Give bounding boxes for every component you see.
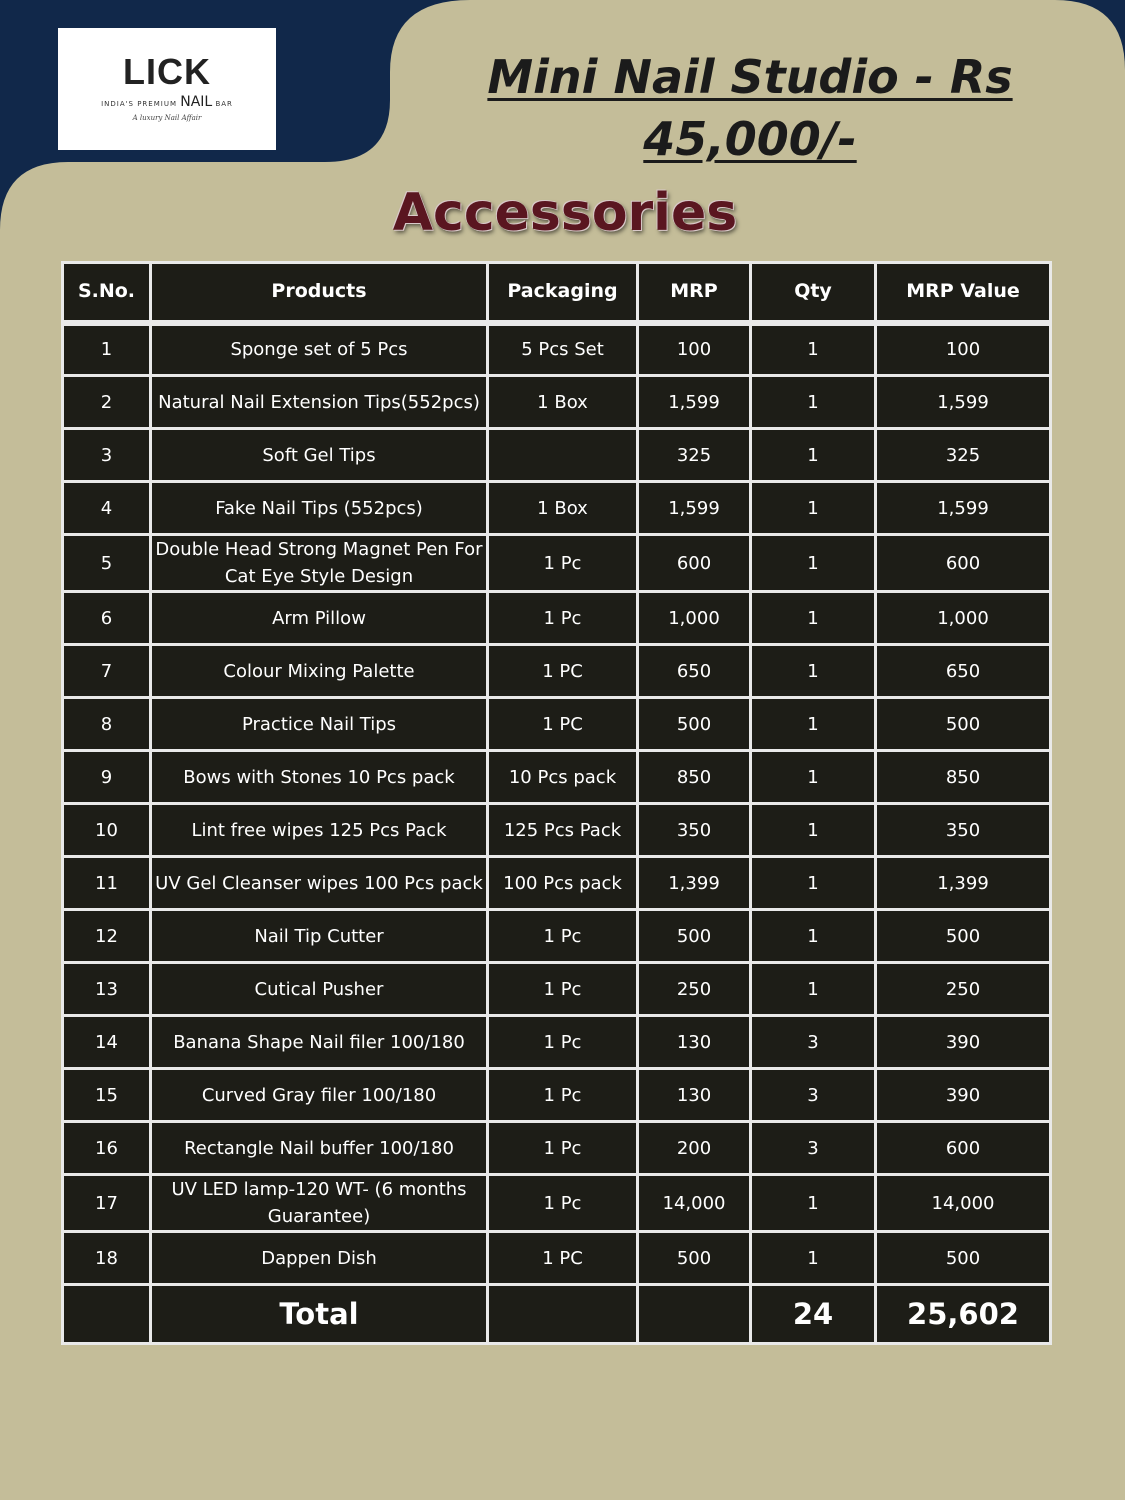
accessories-table [61,261,1052,1345]
cell-packaging: 1 Pc [488,1016,638,1069]
cell-sno: 6 [63,592,151,645]
cell-sno: 5 [63,535,151,592]
cell-mrp-value: 1,599 [876,482,1051,535]
cell-sno: 9 [63,751,151,804]
table-row [63,1232,1051,1285]
cell-product: Dappen Dish [151,1232,488,1285]
logo-subline: INDIA'S PREMIUM NAIL BAR [101,94,233,110]
cell-packaging: 1 PC [488,698,638,751]
table-row [63,1175,1051,1232]
cell-mrp-value: 390 [876,1016,1051,1069]
table-row [63,429,1051,482]
cell-qty: 3 [751,1122,876,1175]
total-value: 25,602 [876,1285,1051,1344]
cell-qty: 1 [751,429,876,482]
table-row [63,1122,1051,1175]
cell-sno: 11 [63,857,151,910]
cell-mrp-value: 14,000 [876,1175,1051,1232]
cell-qty: 1 [751,376,876,429]
table-row [63,482,1051,535]
cell-product: Rectangle Nail buffer 100/180 [151,1122,488,1175]
cell-mrp: 130 [638,1069,751,1122]
table-total-row [63,1285,1051,1344]
header-packaging: Packaging [488,263,638,323]
cell-mrp-value: 100 [876,323,1051,376]
table-row [63,857,1051,910]
cell-product: Natural Nail Extension Tips(552pcs) [151,376,488,429]
table-row [63,592,1051,645]
cell-sno: 18 [63,1232,151,1285]
cell-mrp-value: 390 [876,1069,1051,1122]
cell-sno: 8 [63,698,151,751]
table-row [63,963,1051,1016]
cell-mrp-value: 850 [876,751,1051,804]
cell-packaging: 1 Pc [488,592,638,645]
table-row [63,323,1051,376]
total-empty-cell [488,1285,638,1344]
cell-mrp-value: 1,399 [876,857,1051,910]
table-row [63,1069,1051,1122]
cell-packaging: 10 Pcs pack [488,751,638,804]
total-empty-cell [63,1285,151,1344]
cell-mrp: 600 [638,535,751,592]
table-row [63,645,1051,698]
cell-sno: 3 [63,429,151,482]
table-row [63,698,1051,751]
cell-product: Double Head Strong Magnet Pen For Cat Eye Style Design [151,535,488,592]
cell-product: UV LED lamp-120 WT- (6 months Guarantee) [151,1175,488,1232]
cell-packaging: 1 Box [488,376,638,429]
cell-qty: 1 [751,963,876,1016]
cell-qty: 1 [751,645,876,698]
cell-packaging: 1 PC [488,645,638,698]
cell-mrp-value: 500 [876,1232,1051,1285]
logo-wordmark: LICK [123,51,211,92]
cell-qty: 1 [751,1175,876,1232]
table-header-row [63,263,1051,323]
cell-packaging: 1 Pc [488,963,638,1016]
table-row [63,1016,1051,1069]
cell-sno: 4 [63,482,151,535]
cell-product: Cutical Pusher [151,963,488,1016]
cell-mrp: 650 [638,645,751,698]
table-row [63,910,1051,963]
cell-sno: 15 [63,1069,151,1122]
cell-mrp-value: 650 [876,645,1051,698]
cell-product: Banana Shape Nail filer 100/180 [151,1016,488,1069]
cell-product: Practice Nail Tips [151,698,488,751]
cell-product: Bows with Stones 10 Pcs pack [151,751,488,804]
cell-qty: 1 [751,698,876,751]
cell-mrp: 1,399 [638,857,751,910]
page-title: Mini Nail Studio - Rs 45,000/- [487,50,1013,166]
cell-mrp: 1,599 [638,376,751,429]
logo-tagline: A luxury Nail Affair [132,114,202,122]
cell-qty: 3 [751,1016,876,1069]
cell-qty: 1 [751,910,876,963]
cell-mrp-value: 600 [876,1122,1051,1175]
cell-mrp-value: 325 [876,429,1051,482]
cell-mrp-value: 500 [876,698,1051,751]
brand-logo [58,28,276,150]
cell-mrp: 1,000 [638,592,751,645]
cell-mrp-value: 500 [876,910,1051,963]
header-sno: S.No. [63,263,151,323]
header-mrp-value: MRP Value [876,263,1051,323]
cell-sno: 1 [63,323,151,376]
cell-sno: 7 [63,645,151,698]
cell-mrp: 100 [638,323,751,376]
cell-packaging [488,429,638,482]
cell-sno: 14 [63,1016,151,1069]
cell-qty: 1 [751,323,876,376]
cell-packaging: 1 Pc [488,535,638,592]
cell-mrp-value: 1,599 [876,376,1051,429]
cell-sno: 12 [63,910,151,963]
cell-mrp: 500 [638,698,751,751]
cell-product: Nail Tip Cutter [151,910,488,963]
cell-product: Sponge set of 5 Pcs [151,323,488,376]
cell-qty: 3 [751,1069,876,1122]
cell-packaging: 1 Box [488,482,638,535]
cell-mrp: 850 [638,751,751,804]
table-row [63,751,1051,804]
cell-mrp: 350 [638,804,751,857]
cell-qty: 1 [751,751,876,804]
cell-qty: 1 [751,535,876,592]
cell-packaging: 1 Pc [488,910,638,963]
cell-mrp: 200 [638,1122,751,1175]
cell-qty: 1 [751,482,876,535]
cell-qty: 1 [751,1232,876,1285]
cell-mrp-value: 600 [876,535,1051,592]
cell-sno: 17 [63,1175,151,1232]
total-empty-cell [638,1285,751,1344]
cell-mrp: 14,000 [638,1175,751,1232]
cell-mrp: 325 [638,429,751,482]
cell-mrp: 1,599 [638,482,751,535]
header-qty: Qty [751,263,876,323]
cell-product: Colour Mixing Palette [151,645,488,698]
cell-mrp: 130 [638,1016,751,1069]
cell-packaging: 100 Pcs pack [488,857,638,910]
cell-mrp-value: 250 [876,963,1051,1016]
cell-mrp: 500 [638,1232,751,1285]
cell-packaging: 5 Pcs Set [488,323,638,376]
cell-sno: 10 [63,804,151,857]
cell-sno: 16 [63,1122,151,1175]
cell-product: UV Gel Cleanser wipes 100 Pcs pack [151,857,488,910]
cell-packaging: 1 Pc [488,1175,638,1232]
table-row [63,804,1051,857]
cell-sno: 13 [63,963,151,1016]
cell-mrp: 250 [638,963,751,1016]
cell-product: Lint free wipes 125 Pcs Pack [151,804,488,857]
cell-packaging: 125 Pcs Pack [488,804,638,857]
section-subtitle: Accessories [392,183,738,243]
total-label: Total [151,1285,488,1344]
cell-mrp: 500 [638,910,751,963]
table-row [63,376,1051,429]
header-mrp: MRP [638,263,751,323]
cell-product: Fake Nail Tips (552pcs) [151,482,488,535]
total-qty: 24 [751,1285,876,1344]
cell-qty: 1 [751,592,876,645]
cell-qty: 1 [751,804,876,857]
cell-packaging: 1 PC [488,1232,638,1285]
header-products: Products [151,263,488,323]
cell-packaging: 1 Pc [488,1122,638,1175]
cell-product: Arm Pillow [151,592,488,645]
cell-qty: 1 [751,857,876,910]
cell-packaging: 1 Pc [488,1069,638,1122]
cell-mrp-value: 350 [876,804,1051,857]
cell-product: Soft Gel Tips [151,429,488,482]
cell-product: Curved Gray filer 100/180 [151,1069,488,1122]
cell-mrp-value: 1,000 [876,592,1051,645]
table-row [63,535,1051,592]
cell-sno: 2 [63,376,151,429]
